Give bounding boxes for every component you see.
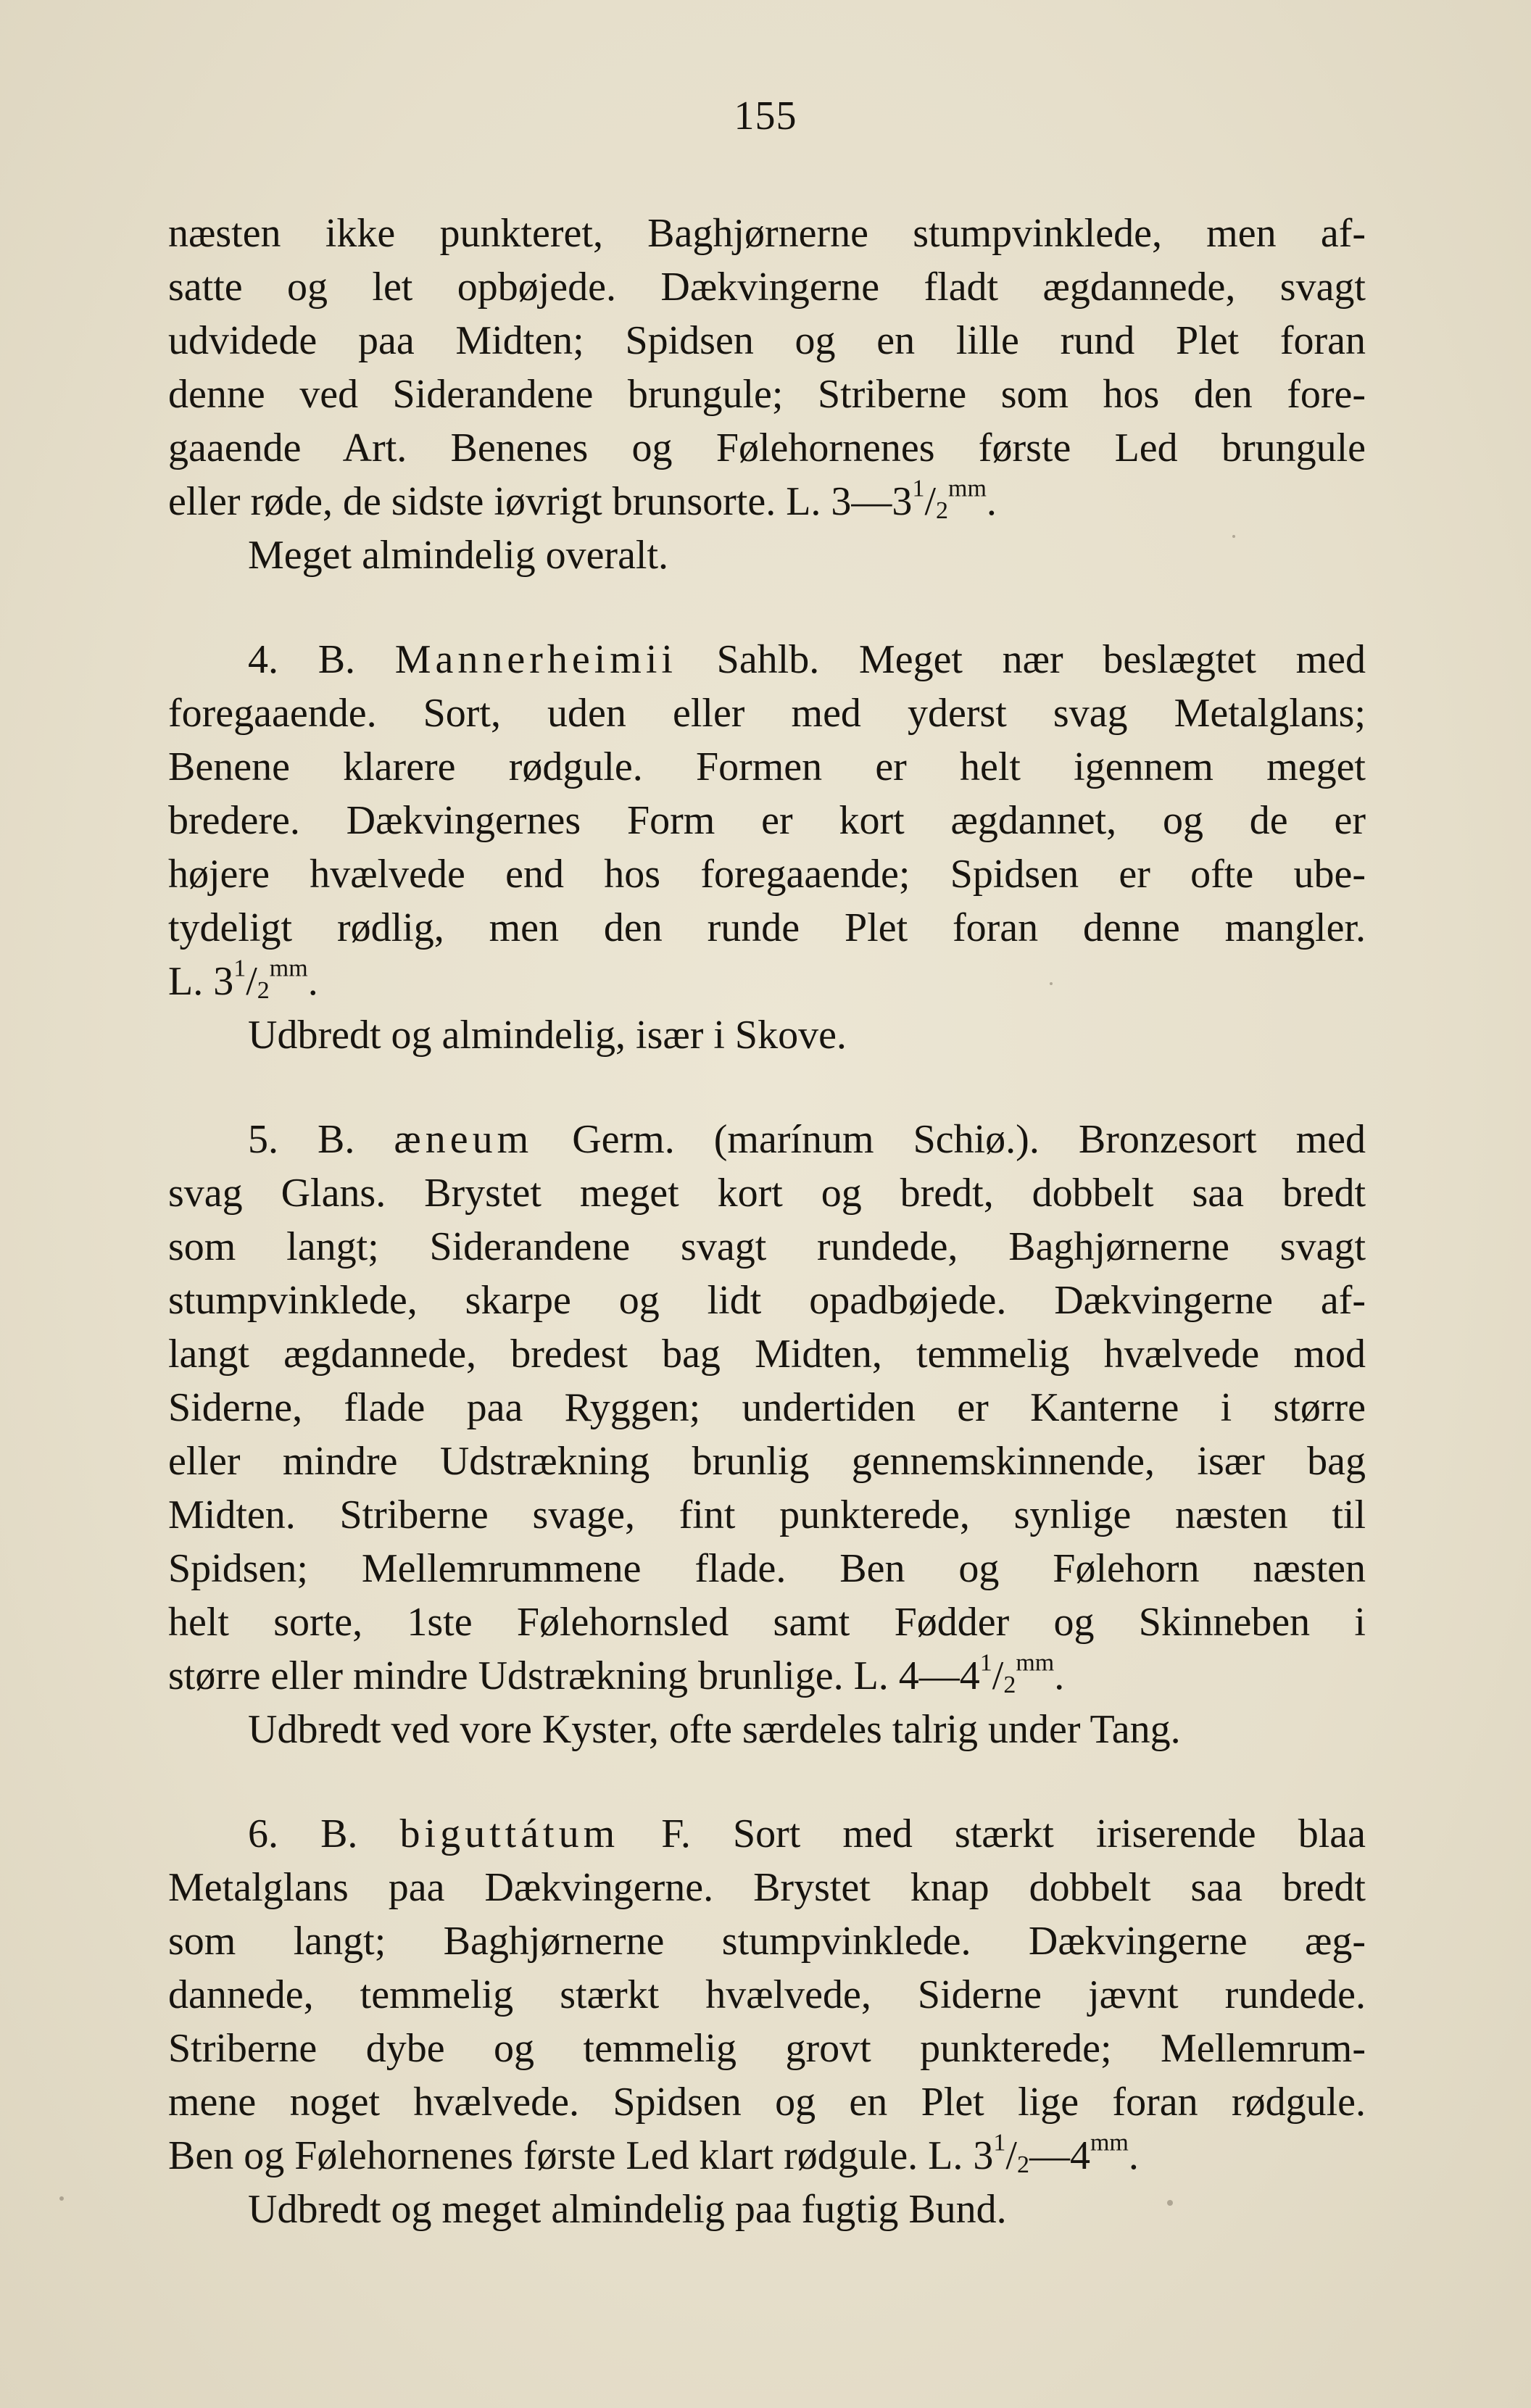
- text-line: langt ægdannede, bredest bag Midten, temmelig hvælvede mod: [168, 1332, 1366, 1377]
- species-name: Mannerheimii: [394, 637, 677, 682]
- text-line: som langt; Siderandene svagt rundede, Baghjørnerne svagt: [168, 1224, 1366, 1269]
- habitat-line: Udbredt og almindelig, især i Skove.: [248, 1013, 847, 1058]
- text-line: Striberne dybe og temmelig grovt punkterede; Mellemrum-: [168, 2026, 1366, 2071]
- text-line-length: L. $3^1/_2^{mm}$.: [168, 955, 318, 1005]
- text-line: denne ved Siderandene brungule; Striberne som hos den fore-: [168, 372, 1366, 417]
- paper-speck: [1050, 982, 1053, 985]
- species-heading: 6. B. biguttátum F. Sort med stærkt iriserende blaa: [248, 1811, 1366, 1856]
- text-line: foregaaende. Sort, uden eller med yderst svag Metalglans;: [168, 691, 1366, 736]
- species-entry-6: [168, 1807, 1366, 2236]
- text-line: bredere. Dækvingernes Form er kort ægdannet, og de er: [168, 798, 1366, 843]
- text-line: næsten ikke punkteret, Baghjørnerne stumpvinklede, men af-: [168, 211, 1366, 256]
- text-line: tydeligt rødlig, men den runde Plet foran denne mangler.: [168, 905, 1366, 950]
- species-name: biguttátum: [399, 1811, 620, 1856]
- paragraph-gap: [168, 582, 1366, 633]
- text-line: satte og let opbøjede. Dækvingerne fladt ægdannede, svagt: [168, 265, 1366, 310]
- page-text: [168, 207, 1366, 2236]
- text-line: gaaende Art. Benenes og Følehornenes første Led brungule: [168, 425, 1366, 470]
- paragraph-continuation: [168, 207, 1366, 582]
- text-line: eller mindre Udstrækning brunlig gennemskinnende, især bag: [168, 1439, 1366, 1484]
- text-line: Benene klarere rødgule. Formen er helt igennem meget: [168, 744, 1366, 789]
- paper-speck: [1167, 2200, 1173, 2206]
- habitat-line: Udbredt og meget almindelig paa fugtig Bund.: [248, 2187, 1007, 2232]
- species-heading: 4. B. Mannerheimii Sahlb. Meget nær beslægtet med: [248, 637, 1366, 682]
- species-heading: 5. B. æneum Germ. (marínum Schiø.). Bronzesort med: [248, 1117, 1366, 1162]
- paper-speck: [59, 2196, 64, 2201]
- species-entry-4: [168, 633, 1366, 1062]
- text-line: Siderne, flade paa Ryggen; undertiden er Kanterne i større: [168, 1385, 1366, 1430]
- paragraph-gap: [168, 1062, 1366, 1113]
- paragraph-gap: [168, 1756, 1366, 1807]
- species-name: æneum: [394, 1117, 534, 1162]
- habitat-line: Udbredt ved vore Kyster, ofte særdeles talrig under Tang.: [248, 1707, 1181, 1752]
- species-entry-5: [168, 1113, 1366, 1756]
- text-line-length: Ben og Følehornenes første Led klart rødgule. L. $3^1/_2—4^{mm}$.: [168, 2129, 1139, 2179]
- page-number: 155: [734, 94, 797, 138]
- text-line: svag Glans. Brystet meget kort og bredt, dobbelt saa bredt: [168, 1171, 1366, 1216]
- text-line: højere hvælvede end hos foregaaende; Spidsen er ofte ube-: [168, 852, 1366, 897]
- text-line: Metalglans paa Dækvingerne. Brystet knap dobbelt saa bredt: [168, 1865, 1366, 1910]
- text-line: dannede, temmelig stærkt hvælvede, Siderne jævnt rundede.: [168, 1972, 1366, 2017]
- text-line: Spidsen; Mellemrummene flade. Ben og Følehorn næsten: [168, 1546, 1366, 1591]
- paper-speck: [1232, 535, 1235, 538]
- habitat-line: Meget almindelig overalt.: [248, 533, 669, 578]
- text-line: som langt; Baghjørnerne stumpvinklede. Dækvingerne æg-: [168, 1919, 1366, 1964]
- text-line: helt sorte, 1ste Følehornsled samt Fødder og Skinneben i: [168, 1600, 1366, 1645]
- text-line: mene noget hvælvede. Spidsen og en Plet lige foran rødgule.: [168, 2080, 1366, 2125]
- text-line-length: større eller mindre Udstrækning brunlige. L. $4—4^1/_2^{mm}$.: [168, 1649, 1065, 1699]
- text-line: udvidede paa Midten; Spidsen og en lille rund Plet foran: [168, 318, 1366, 363]
- text-line-length: eller røde, de sidste iøvrigt brunsorte. L. $3—3^1/_2^{mm}$.: [168, 475, 997, 525]
- text-line: stumpvinklede, skarpe og lidt opadbøjede. Dækvingerne af-: [168, 1278, 1366, 1323]
- text-line: Midten. Striberne svage, fint punkterede, synlige næsten til: [168, 1492, 1366, 1537]
